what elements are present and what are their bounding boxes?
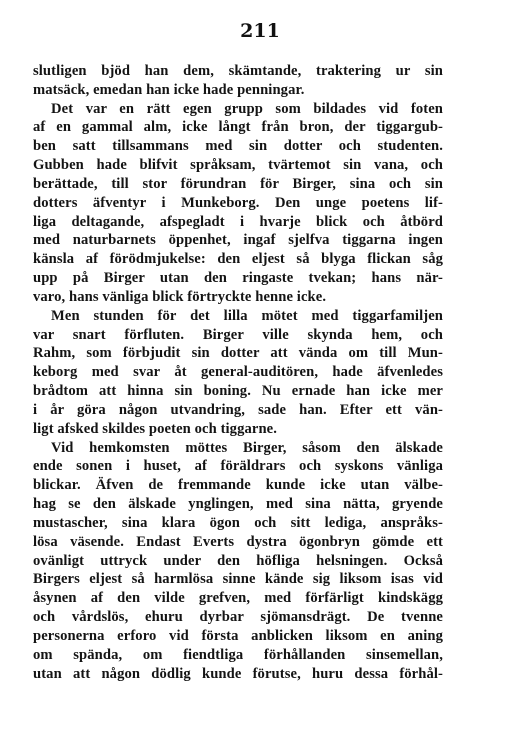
text-line: dotters äfventyr i Munkeborg. Den unge poetens lif-	[33, 194, 443, 211]
text-line: blickar. Äfven de fremmande kunde icke utan välbe-	[33, 477, 443, 494]
text-line: lösa väsende. Endast Everts dystra ögonbryn gömde ett	[33, 533, 443, 550]
text-line: och vårdslös, ehuru dyrbar sjömansdrägt. De tvenne	[33, 609, 443, 626]
text-line: Rahm, som förbjudit sin dotter att vända om till Mun-	[33, 345, 443, 362]
text-line: brådtom att hinna sin boning. Nu ernade han icke mer	[33, 383, 443, 400]
text-line: varo, hans vänliga blick förtryckte henne icke.	[33, 288, 327, 305]
text-line: Gubben hade blifvit språksam, tvärtemot sin vana, och	[33, 157, 443, 174]
text-line: liga deltagande, afspegladt i hvarje blick och åtbörd	[33, 213, 443, 230]
text-line: ende sonen i huset, af föräldrars och syskons vänliga	[33, 458, 443, 475]
body-text	[33, 62, 443, 683]
text-line: känsla af förödmjukelse: den eljest så blyga flickan såg	[33, 251, 443, 268]
text-line: slutligen bjöd han dem, skämtande, traktering ur sin	[33, 63, 443, 79]
text-line: berättade, till stor förundran för Birger, sina och sin	[33, 175, 443, 192]
text-line: mustascher, sina klara ögon och sitt lediga, anspråks-	[33, 514, 443, 531]
text-line: Birgers eljest så harmlösa sinne kände sig liksom isas vid	[33, 571, 443, 588]
text-line: utan att någon dödlig kunde förutse, huru dessa förhål-	[33, 665, 443, 682]
text-line: keborg med svar åt general-auditören, hade äfvenledes	[33, 364, 443, 381]
text-line: ligt afsked skildes poeten och tiggarne.	[33, 420, 277, 437]
page-number: 211	[240, 20, 280, 42]
text-line: af en gammal alm, icke långt från bron, der tiggargub-	[33, 119, 443, 136]
text-line: åsynen af den vilde grefven, med förfärligt kindskägg	[33, 590, 443, 607]
text-line: upp på Birger utan den ringaste tvekan; hans när-	[33, 270, 443, 287]
paragraph-start-line: Det var en rätt egen grupp som bildades vid foten	[51, 100, 443, 117]
text-line: ben satt tillsammans med sin dotter och studenten.	[33, 138, 443, 155]
paragraph-start-line: Men stunden för det lilla mötet med tiggarfamiljen	[51, 307, 443, 324]
text-line: personerna erforo vid första anblicken liksom en aning	[33, 627, 443, 644]
text-line: om spända, om fiendtliga förhållanden sinsemellan,	[33, 646, 443, 663]
text-line: hag se den älskade ynglingen, med sina nätta, gryende	[33, 496, 443, 513]
text-line: ovänligt uttryck under den höfliga helsningen. Också	[33, 552, 443, 569]
paragraph-start-line: Vid hemkomsten möttes Birger, såsom den älskade	[51, 439, 443, 456]
text-line: var snart förfluten. Birger ville skynda hem, och	[33, 326, 443, 343]
text-line: i år göra någon utvandring, sade han. Efter ett vän-	[33, 401, 443, 418]
text-line: med naturbarnets öppenhet, ingaf sjelfva tiggarna ingen	[33, 232, 443, 249]
text-line: matsäck, emedan han icke hade penningar.	[33, 81, 305, 98]
